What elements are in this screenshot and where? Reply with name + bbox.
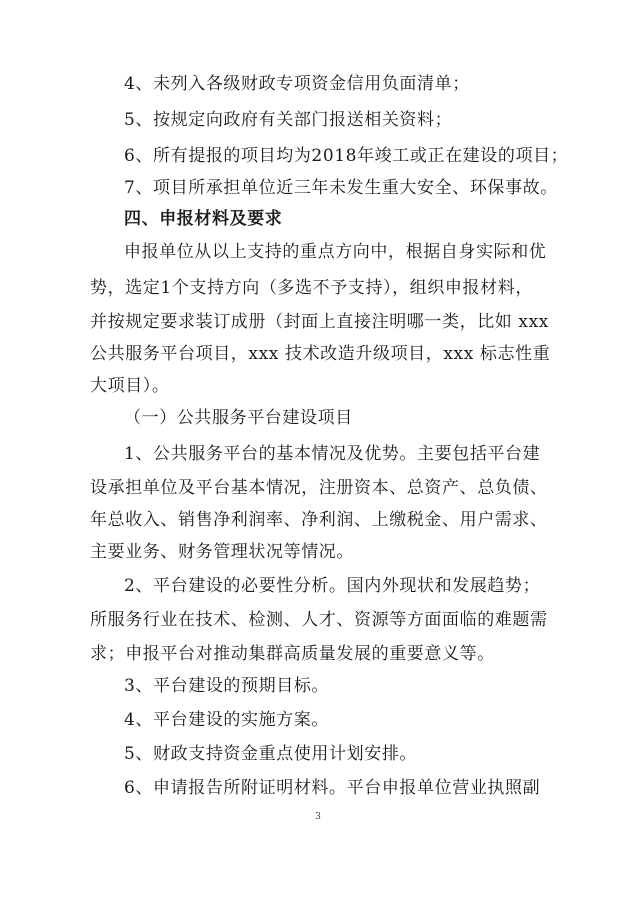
text-line: 6、申请报告所附证明材料。平台申报单位营业执照副 [124, 778, 541, 798]
text-line: 5、按规定向政府有关部门报送相关资料； [124, 110, 453, 130]
text-line: 5、财政支持资金重点使用计划安排。 [124, 744, 418, 764]
text-line: 设承担单位及平台基本情况，注册资本、总资产、总负债、 [90, 478, 548, 498]
subsection-heading: （一）公共服务平台建设项目 [124, 408, 353, 428]
text-line: 6、所有提报的项目均为2018年竣工或正在建设的项目； [124, 146, 569, 166]
text-line: 主要业务、财务管理状况等情况。 [90, 542, 354, 562]
text-line: 1、公共服务平台的基本情况及优势。主要包括平台建 [124, 444, 541, 464]
page-number: 3 [315, 812, 321, 822]
text-line: 2、平台建设的必要性分析。国内外现状和发展趋势； [124, 576, 541, 596]
text-line: 并按规定要求装订成册（封面上直接注明哪一类，比如 xxx [90, 312, 549, 332]
text-line: 4、未列入各级财政专项资金信用负面清单； [124, 74, 470, 94]
text-line: 大项目）。 [90, 376, 170, 396]
text-line: 所服务行业在技术、检测、人才、资源等方面面临的难题需 [90, 610, 548, 630]
text-line: 4、平台建设的实施方案。 [124, 710, 330, 730]
text-line: 3、平台建设的预期目标。 [124, 676, 330, 696]
text-line: 求；申报平台对推动集群高质量发展的重要意义等。 [90, 644, 495, 664]
section-heading: 四、申报材料及要求 [124, 209, 283, 229]
text-line: 申报单位从以上支持的重点方向中，根据自身实际和优 [124, 242, 547, 262]
text-line: 7、项目所承担单位近三年未发生重大安全、环保事故。 [124, 178, 558, 198]
text-line: 年总收入、销售净利润率、净利润、上缴税金、用户需求、 [90, 510, 548, 530]
text-line: 势，选定1个支持方向（多选不予支持），组织申报材料， [90, 278, 533, 298]
text-line: 公共服务平台项目，xxx 技术改造升级项目，xxx 标志性重 [90, 344, 551, 364]
